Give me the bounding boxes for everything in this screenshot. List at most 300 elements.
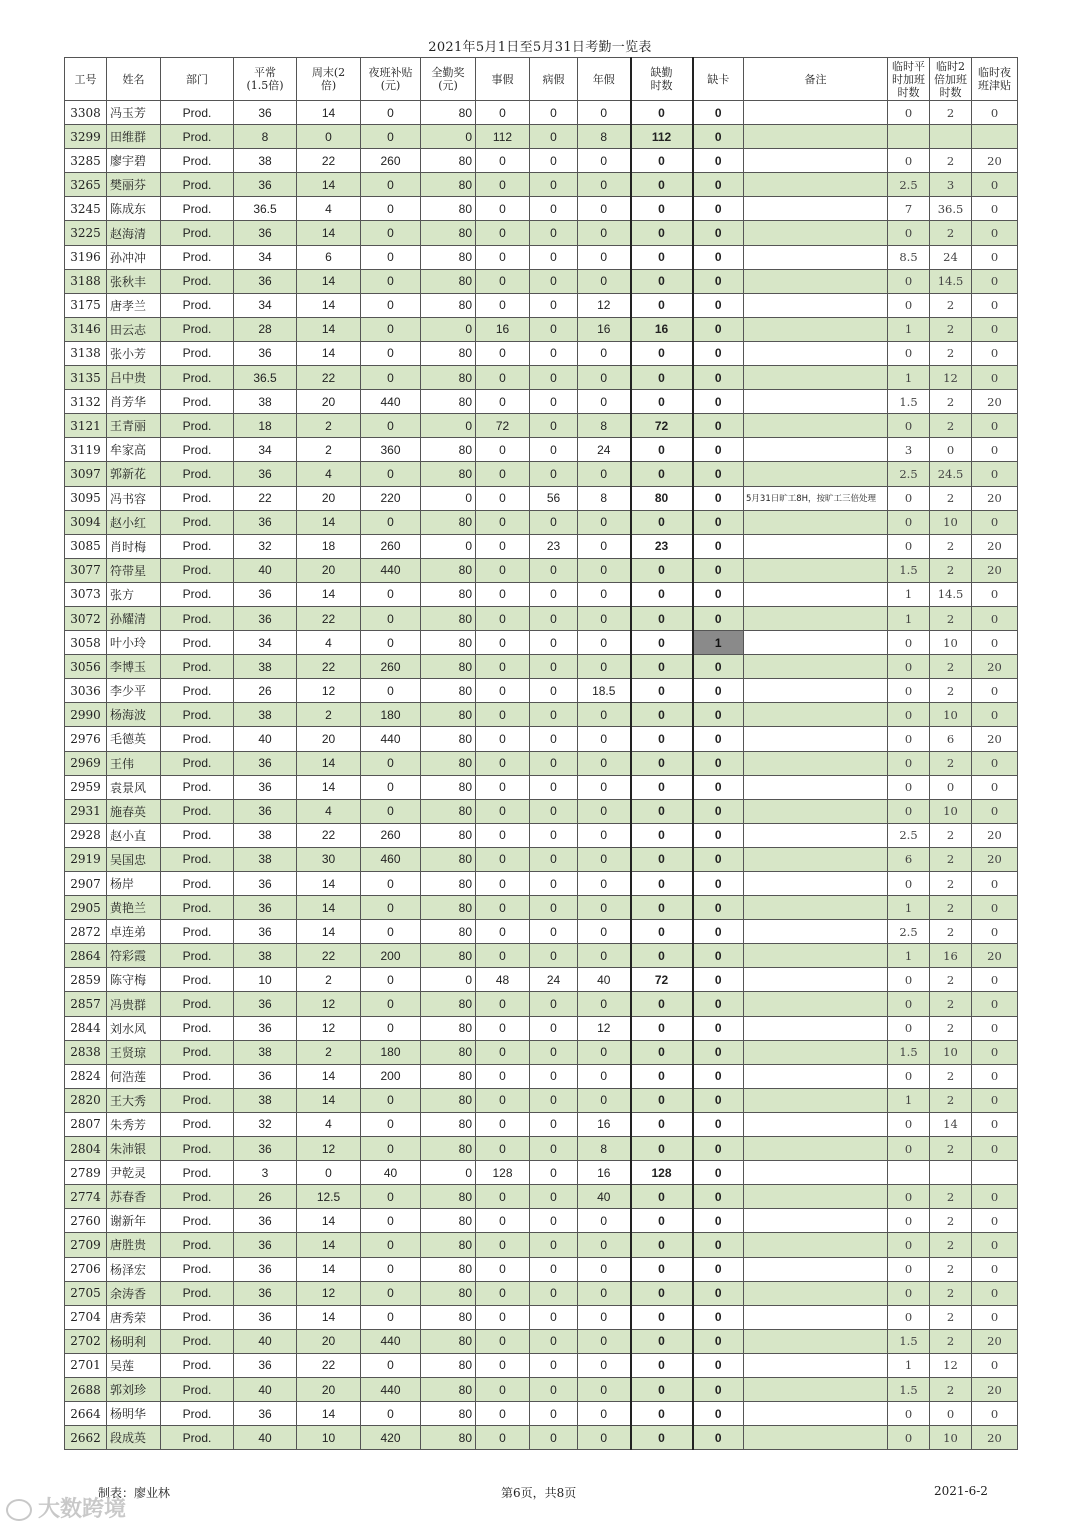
cell-night-allowance: 260 — [361, 823, 421, 847]
cell-attendance-bonus: 80 — [421, 847, 476, 871]
cell-emp-id: 3225 — [65, 221, 107, 245]
cell-absence-hours: 0 — [631, 751, 693, 775]
cell-regular-ot: 40 — [234, 1329, 297, 1353]
cell-personal-leave: 0 — [476, 727, 530, 751]
cell-temp-double-ot: 2 — [930, 872, 972, 896]
cell-personal-leave: 0 — [476, 149, 530, 173]
cell-temp-night-allowance: 0 — [972, 631, 1018, 655]
table-row — [65, 1377, 1018, 1401]
cell-emp-id: 2872 — [65, 920, 107, 944]
cell-regular-ot: 36 — [234, 1305, 297, 1329]
cell-temp-night-allowance: 20 — [972, 944, 1018, 968]
cell-name: 唐孝兰 — [107, 293, 161, 317]
cell-absence-hours: 0 — [631, 558, 693, 582]
cell-missed-punch: 0 — [693, 269, 744, 293]
cell-name: 李博玉 — [107, 655, 161, 679]
cell-temp-night-allowance: 0 — [972, 173, 1018, 197]
cell-remark — [744, 631, 888, 655]
cell-attendance-bonus: 80 — [421, 1209, 476, 1233]
cell-temp-night-allowance: 0 — [972, 582, 1018, 606]
cell-sick-leave: 0 — [530, 799, 578, 823]
cell-annual-leave: 0 — [578, 1426, 631, 1450]
cell-dept: Prod. — [161, 727, 234, 751]
cell-annual-leave: 0 — [578, 920, 631, 944]
cell-dept: Prod. — [161, 1402, 234, 1426]
cell-dept: Prod. — [161, 944, 234, 968]
cell-name: 朱秀芳 — [107, 1112, 161, 1136]
cell-weekend-ot: 22 — [297, 606, 361, 630]
cell-temp-night-allowance: 0 — [972, 197, 1018, 221]
cell-annual-leave: 0 — [578, 823, 631, 847]
cell-temp-night-allowance: 0 — [972, 751, 1018, 775]
table-row — [65, 486, 1018, 510]
cell-weekend-ot: 12 — [297, 1137, 361, 1161]
cell-remark — [744, 293, 888, 317]
cell-emp-id: 3132 — [65, 390, 107, 414]
cell-personal-leave: 0 — [476, 847, 530, 871]
cell-name: 王大秀 — [107, 1088, 161, 1112]
cell-name: 冯书容 — [107, 486, 161, 510]
cell-temp-regular-ot: 0 — [888, 775, 930, 799]
cell-name: 赵小直 — [107, 823, 161, 847]
cell-annual-leave: 0 — [578, 775, 631, 799]
cell-temp-regular-ot: 0 — [888, 1257, 930, 1281]
cell-personal-leave: 0 — [476, 1426, 530, 1450]
cell-personal-leave: 0 — [476, 944, 530, 968]
cell-annual-leave: 0 — [578, 269, 631, 293]
cell-regular-ot: 3 — [234, 1161, 297, 1185]
cell-absence-hours: 72 — [631, 414, 693, 438]
cell-absence-hours: 0 — [631, 341, 693, 365]
cell-name: 吴莲 — [107, 1353, 161, 1377]
cell-temp-regular-ot: 0 — [888, 1112, 930, 1136]
cell-missed-punch: 0 — [693, 1185, 744, 1209]
cell-name: 杨明华 — [107, 1402, 161, 1426]
cell-temp-night-allowance: 0 — [972, 341, 1018, 365]
cell-emp-id: 2959 — [65, 775, 107, 799]
cell-personal-leave: 112 — [476, 125, 530, 149]
cell-annual-leave: 8 — [578, 125, 631, 149]
cell-weekend-ot: 14 — [297, 1088, 361, 1112]
cell-temp-night-allowance: 0 — [972, 462, 1018, 486]
cell-remark — [744, 703, 888, 727]
cell-absence-hours: 112 — [631, 125, 693, 149]
cell-sick-leave: 0 — [530, 703, 578, 727]
cell-temp-double-ot: 2 — [930, 1016, 972, 1040]
cell-personal-leave: 0 — [476, 486, 530, 510]
cell-personal-leave: 0 — [476, 101, 530, 125]
cell-sick-leave: 0 — [530, 582, 578, 606]
cell-annual-leave: 12 — [578, 293, 631, 317]
cell-weekend-ot: 2 — [297, 1040, 361, 1064]
cell-dept: Prod. — [161, 823, 234, 847]
cell-missed-punch: 0 — [693, 534, 744, 558]
cell-temp-regular-ot: 0 — [888, 1064, 930, 1088]
cell-attendance-bonus: 80 — [421, 101, 476, 125]
cell-temp-double-ot: 2 — [930, 317, 972, 341]
cell-name: 苏春香 — [107, 1185, 161, 1209]
cell-annual-leave: 0 — [578, 534, 631, 558]
cell-dept: Prod. — [161, 173, 234, 197]
cell-temp-regular-ot: 6 — [888, 847, 930, 871]
cell-personal-leave: 0 — [476, 438, 530, 462]
cell-missed-punch: 0 — [693, 1426, 744, 1450]
cell-attendance-bonus: 80 — [421, 606, 476, 630]
cell-remark — [744, 1353, 888, 1377]
cell-name: 陈成东 — [107, 197, 161, 221]
cell-absence-hours: 0 — [631, 390, 693, 414]
cell-name: 余涛香 — [107, 1281, 161, 1305]
cell-night-allowance: 440 — [361, 727, 421, 751]
cell-night-allowance: 260 — [361, 149, 421, 173]
cell-temp-double-ot: 2 — [930, 968, 972, 992]
cell-night-allowance: 180 — [361, 1040, 421, 1064]
cell-name: 杨岸 — [107, 872, 161, 896]
cell-night-allowance: 0 — [361, 872, 421, 896]
cell-missed-punch: 0 — [693, 197, 744, 221]
cell-attendance-bonus: 80 — [421, 751, 476, 775]
cell-absence-hours: 0 — [631, 944, 693, 968]
cell-temp-night-allowance — [972, 1161, 1018, 1185]
cell-temp-double-ot: 2 — [930, 1305, 972, 1329]
cell-regular-ot: 38 — [234, 390, 297, 414]
table-row — [65, 992, 1018, 1016]
cell-name: 谢新年 — [107, 1209, 161, 1233]
table-row — [65, 1402, 1018, 1426]
cell-regular-ot: 36 — [234, 341, 297, 365]
cell-dept: Prod. — [161, 390, 234, 414]
cell-emp-id: 3085 — [65, 534, 107, 558]
cell-attendance-bonus: 80 — [421, 775, 476, 799]
cell-dept: Prod. — [161, 606, 234, 630]
cell-temp-night-allowance: 0 — [972, 101, 1018, 125]
cell-missed-punch: 0 — [693, 317, 744, 341]
cell-regular-ot: 8 — [234, 125, 297, 149]
cell-temp-night-allowance: 0 — [972, 799, 1018, 823]
cell-attendance-bonus: 80 — [421, 558, 476, 582]
cell-weekend-ot: 14 — [297, 269, 361, 293]
cell-emp-id: 2706 — [65, 1257, 107, 1281]
cell-missed-punch: 0 — [693, 366, 744, 390]
cell-absence-hours: 0 — [631, 1040, 693, 1064]
cell-remark — [744, 799, 888, 823]
cell-temp-double-ot: 10 — [930, 1426, 972, 1450]
cell-temp-night-allowance: 0 — [972, 245, 1018, 269]
cell-weekend-ot: 14 — [297, 751, 361, 775]
cell-sick-leave: 0 — [530, 1137, 578, 1161]
cell-remark — [744, 1305, 888, 1329]
cell-temp-double-ot: 2 — [930, 534, 972, 558]
table-row — [65, 534, 1018, 558]
cell-temp-double-ot: 2 — [930, 679, 972, 703]
cell-temp-double-ot: 12 — [930, 366, 972, 390]
table-row — [65, 703, 1018, 727]
cell-missed-punch: 0 — [693, 390, 744, 414]
cell-regular-ot: 36 — [234, 799, 297, 823]
cell-emp-id: 2701 — [65, 1353, 107, 1377]
cell-remark — [744, 847, 888, 871]
cell-name: 王青丽 — [107, 414, 161, 438]
header-personal-leave: 事假 — [476, 58, 530, 101]
cell-sick-leave: 0 — [530, 1040, 578, 1064]
cell-emp-id: 3094 — [65, 510, 107, 534]
cell-temp-regular-ot: 0 — [888, 799, 930, 823]
cell-name: 张小芳 — [107, 341, 161, 365]
cell-weekend-ot: 14 — [297, 317, 361, 341]
cell-emp-id: 2905 — [65, 896, 107, 920]
cell-missed-punch: 0 — [693, 1112, 744, 1136]
table-row — [65, 510, 1018, 534]
cell-temp-regular-ot: 2.5 — [888, 462, 930, 486]
cell-personal-leave: 0 — [476, 173, 530, 197]
table-row — [65, 582, 1018, 606]
cell-temp-night-allowance: 0 — [972, 317, 1018, 341]
cell-annual-leave: 0 — [578, 727, 631, 751]
cell-temp-double-ot: 2 — [930, 1185, 972, 1209]
cell-temp-night-allowance: 0 — [972, 992, 1018, 1016]
cell-absence-hours: 0 — [631, 1137, 693, 1161]
cell-name: 樊丽芬 — [107, 173, 161, 197]
cell-night-allowance: 0 — [361, 631, 421, 655]
cell-absence-hours: 0 — [631, 799, 693, 823]
cell-missed-punch: 0 — [693, 823, 744, 847]
cell-attendance-bonus: 80 — [421, 390, 476, 414]
cell-night-allowance: 180 — [361, 703, 421, 727]
cell-sick-leave: 0 — [530, 992, 578, 1016]
cell-annual-leave: 0 — [578, 631, 631, 655]
cell-emp-id: 2704 — [65, 1305, 107, 1329]
cell-sick-leave: 0 — [530, 1112, 578, 1136]
cell-sick-leave: 0 — [530, 173, 578, 197]
cell-annual-leave: 0 — [578, 341, 631, 365]
cell-absence-hours: 0 — [631, 582, 693, 606]
cell-temp-regular-ot: 0 — [888, 1281, 930, 1305]
table-row — [65, 341, 1018, 365]
cell-weekend-ot: 14 — [297, 1257, 361, 1281]
cell-absence-hours: 0 — [631, 703, 693, 727]
cell-attendance-bonus: 80 — [421, 221, 476, 245]
cell-absence-hours: 0 — [631, 606, 693, 630]
cell-remark — [744, 366, 888, 390]
cell-name: 孙冲冲 — [107, 245, 161, 269]
cell-temp-regular-ot: 0 — [888, 510, 930, 534]
cell-name: 符彩霞 — [107, 944, 161, 968]
cell-personal-leave: 0 — [476, 293, 530, 317]
cell-name: 黄艳兰 — [107, 896, 161, 920]
cell-missed-punch: 0 — [693, 1064, 744, 1088]
cell-weekend-ot: 14 — [297, 173, 361, 197]
cell-regular-ot: 36 — [234, 1281, 297, 1305]
cell-temp-double-ot: 0 — [930, 438, 972, 462]
cell-emp-id: 2857 — [65, 992, 107, 1016]
cell-dept: Prod. — [161, 751, 234, 775]
cell-remark — [744, 1233, 888, 1257]
cell-weekend-ot: 14 — [297, 1402, 361, 1426]
cell-weekend-ot: 14 — [297, 341, 361, 365]
table-row — [65, 1281, 1018, 1305]
cell-sick-leave: 0 — [530, 197, 578, 221]
cell-emp-id: 2919 — [65, 847, 107, 871]
cell-night-allowance: 0 — [361, 1088, 421, 1112]
cell-temp-regular-ot: 0 — [888, 1426, 930, 1450]
cell-emp-id: 3299 — [65, 125, 107, 149]
cell-temp-double-ot: 2 — [930, 486, 972, 510]
table-row — [65, 1064, 1018, 1088]
cell-regular-ot: 40 — [234, 558, 297, 582]
table-row — [65, 1233, 1018, 1257]
cell-temp-double-ot: 2 — [930, 1064, 972, 1088]
table-row — [65, 438, 1018, 462]
cell-absence-hours: 0 — [631, 438, 693, 462]
cell-absence-hours: 0 — [631, 1112, 693, 1136]
header-annual-leave: 年假 — [578, 58, 631, 101]
cell-missed-punch: 0 — [693, 149, 744, 173]
cell-temp-double-ot: 2 — [930, 1137, 972, 1161]
cell-remark — [744, 920, 888, 944]
cell-temp-regular-ot: 0 — [888, 1233, 930, 1257]
cell-remark — [744, 655, 888, 679]
cell-weekend-ot: 10 — [297, 1426, 361, 1450]
cell-emp-id: 3036 — [65, 679, 107, 703]
cell-dept: Prod. — [161, 1353, 234, 1377]
cell-temp-regular-ot: 0 — [888, 269, 930, 293]
cell-temp-night-allowance: 0 — [972, 1112, 1018, 1136]
cell-temp-double-ot: 2 — [930, 1257, 972, 1281]
cell-name: 田云志 — [107, 317, 161, 341]
cell-night-allowance: 0 — [361, 1185, 421, 1209]
cell-regular-ot: 36 — [234, 1353, 297, 1377]
cell-night-allowance: 0 — [361, 125, 421, 149]
cell-temp-double-ot: 0 — [930, 775, 972, 799]
cell-remark — [744, 1161, 888, 1185]
cell-absence-hours: 0 — [631, 1305, 693, 1329]
cell-temp-night-allowance: 0 — [972, 872, 1018, 896]
cell-personal-leave: 0 — [476, 197, 530, 221]
cell-remark — [744, 341, 888, 365]
cell-annual-leave: 0 — [578, 1377, 631, 1401]
cell-annual-leave: 0 — [578, 197, 631, 221]
cell-night-allowance: 460 — [361, 847, 421, 871]
cell-night-allowance: 0 — [361, 751, 421, 775]
cell-missed-punch: 0 — [693, 1377, 744, 1401]
cell-dept: Prod. — [161, 293, 234, 317]
cell-weekend-ot: 4 — [297, 631, 361, 655]
cell-temp-regular-ot: 0 — [888, 631, 930, 655]
table-row — [65, 1161, 1018, 1185]
table-row — [65, 293, 1018, 317]
table-row — [65, 1353, 1018, 1377]
cell-absence-hours: 0 — [631, 1016, 693, 1040]
cell-remark — [744, 1402, 888, 1426]
cell-sick-leave: 0 — [530, 414, 578, 438]
cell-attendance-bonus: 80 — [421, 1233, 476, 1257]
cell-temp-double-ot: 2 — [930, 1233, 972, 1257]
cell-temp-double-ot: 2 — [930, 1088, 972, 1112]
cell-personal-leave: 0 — [476, 390, 530, 414]
cell-temp-double-ot: 2 — [930, 992, 972, 1016]
cell-temp-double-ot: 0 — [930, 1402, 972, 1426]
cell-night-allowance: 0 — [361, 173, 421, 197]
cell-temp-regular-ot: 1 — [888, 317, 930, 341]
cell-weekend-ot: 22 — [297, 366, 361, 390]
cell-personal-leave: 0 — [476, 679, 530, 703]
cell-missed-punch: 0 — [693, 1353, 744, 1377]
cell-weekend-ot: 20 — [297, 558, 361, 582]
cell-attendance-bonus: 80 — [421, 1257, 476, 1281]
cell-name: 杨泽宏 — [107, 1257, 161, 1281]
cell-regular-ot: 36 — [234, 872, 297, 896]
cell-name: 田维群 — [107, 125, 161, 149]
header-absence-hours: 缺勤 时数 — [631, 58, 693, 101]
table-body — [65, 101, 1018, 1450]
cell-annual-leave: 24 — [578, 438, 631, 462]
cell-personal-leave: 0 — [476, 1185, 530, 1209]
cell-annual-leave: 0 — [578, 1305, 631, 1329]
cell-sick-leave: 0 — [530, 101, 578, 125]
cell-weekend-ot: 18 — [297, 534, 361, 558]
cell-annual-leave: 0 — [578, 703, 631, 727]
cell-dept: Prod. — [161, 510, 234, 534]
cell-temp-regular-ot: 1.5 — [888, 1329, 930, 1353]
cell-sick-leave: 0 — [530, 896, 578, 920]
cell-regular-ot: 32 — [234, 1112, 297, 1136]
cell-attendance-bonus: 80 — [421, 799, 476, 823]
attendance-table — [64, 57, 1018, 1450]
cell-annual-leave: 0 — [578, 1233, 631, 1257]
cell-regular-ot: 36.5 — [234, 197, 297, 221]
cell-absence-hours: 16 — [631, 317, 693, 341]
cell-name: 毛德英 — [107, 727, 161, 751]
cell-missed-punch: 0 — [693, 582, 744, 606]
cell-annual-leave: 12 — [578, 1016, 631, 1040]
cell-personal-leave: 0 — [476, 896, 530, 920]
cell-dept: Prod. — [161, 896, 234, 920]
table-row — [65, 727, 1018, 751]
cell-temp-regular-ot: 0 — [888, 1016, 930, 1040]
cell-emp-id: 2807 — [65, 1112, 107, 1136]
cell-emp-id: 2928 — [65, 823, 107, 847]
cell-regular-ot: 32 — [234, 534, 297, 558]
cell-weekend-ot: 14 — [297, 920, 361, 944]
cell-annual-leave: 0 — [578, 510, 631, 534]
cell-temp-regular-ot: 1 — [888, 1353, 930, 1377]
cell-name: 刘水风 — [107, 1016, 161, 1040]
cell-absence-hours: 0 — [631, 679, 693, 703]
cell-sick-leave: 0 — [530, 149, 578, 173]
cell-sick-leave: 0 — [530, 558, 578, 582]
cell-name: 唐秀荣 — [107, 1305, 161, 1329]
cell-temp-regular-ot: 1.5 — [888, 1040, 930, 1064]
cell-weekend-ot: 14 — [297, 101, 361, 125]
cell-regular-ot: 34 — [234, 245, 297, 269]
cell-annual-leave: 0 — [578, 149, 631, 173]
header-regular-ot: 平常 (1.5倍) — [234, 58, 297, 101]
cell-remark — [744, 1209, 888, 1233]
cell-temp-double-ot: 2 — [930, 823, 972, 847]
cell-attendance-bonus: 80 — [421, 1329, 476, 1353]
cell-name: 卓连弟 — [107, 920, 161, 944]
cell-absence-hours: 0 — [631, 872, 693, 896]
cell-sick-leave: 0 — [530, 847, 578, 871]
cell-dept: Prod. — [161, 438, 234, 462]
cell-weekend-ot: 14 — [297, 1209, 361, 1233]
cell-emp-id: 2969 — [65, 751, 107, 775]
cell-sick-leave: 23 — [530, 534, 578, 558]
cell-attendance-bonus: 80 — [421, 269, 476, 293]
cell-emp-id: 3073 — [65, 582, 107, 606]
cell-temp-night-allowance: 0 — [972, 920, 1018, 944]
footer-page: 第6页，共8页 — [501, 1486, 577, 1500]
